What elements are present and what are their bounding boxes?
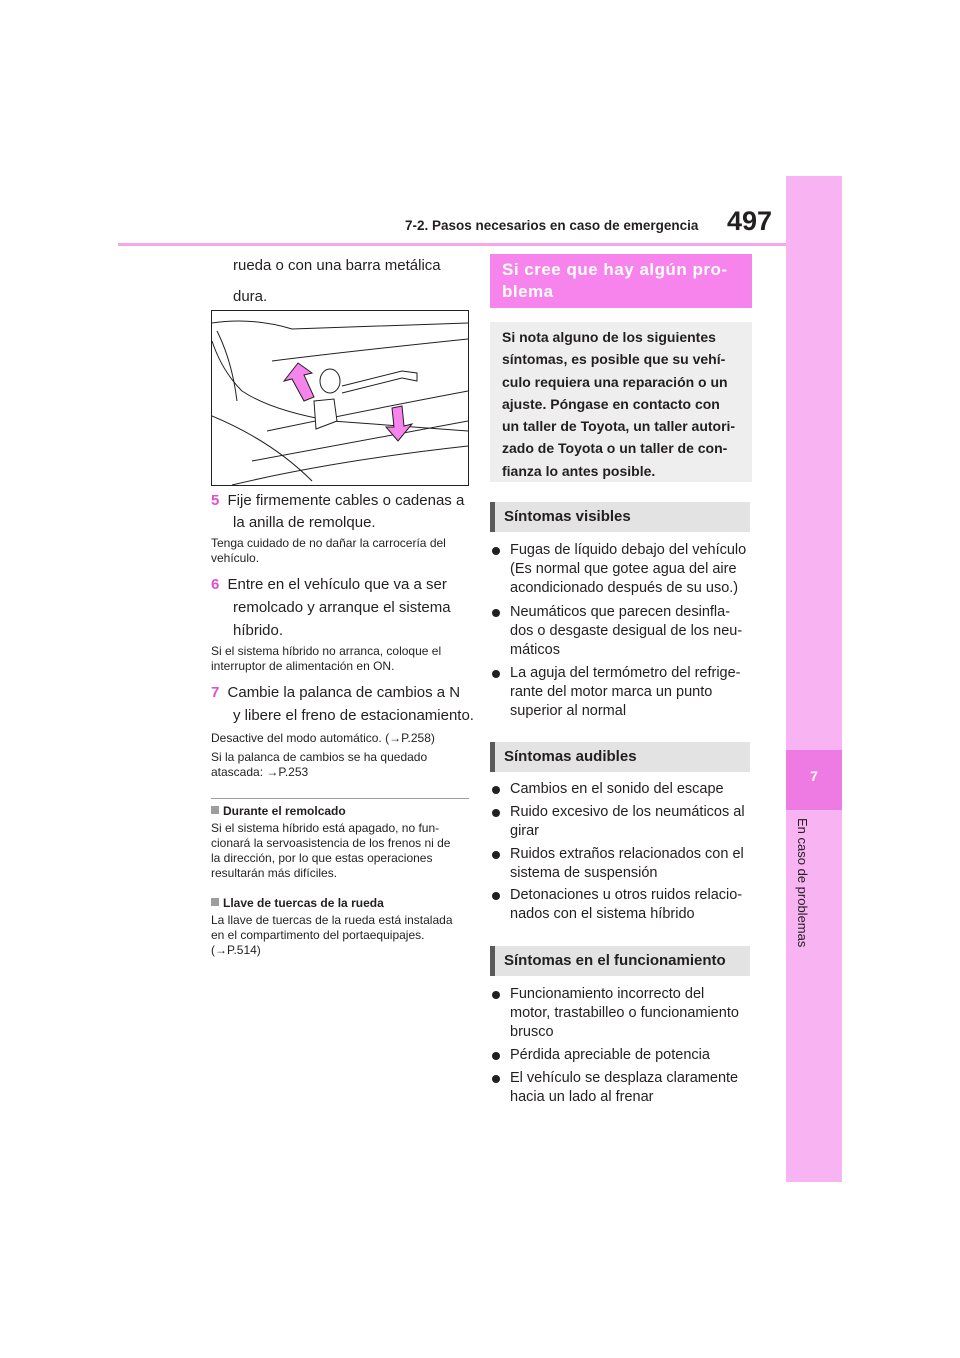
list-item: Ruidos extraños relacionados con el sistema de suspensión	[492, 845, 752, 883]
audible-symptoms-title: Síntomas audibles	[504, 748, 637, 765]
square-bullet-icon	[211, 898, 219, 906]
list-item: La aguja del termómetro del refrige- rante del motor marca un punto superior al normal	[492, 664, 752, 721]
step-5-note: Tenga cuidado de no dañar la carrocería del vehículo.	[211, 536, 446, 565]
list-item: El vehículo se desplaza claramente hacia un lado al frenar	[492, 1069, 752, 1107]
list-item: Funcionamiento incorrecto del motor, trastabilleo o funcionamiento brusco	[492, 985, 752, 1042]
note-towing: Durante el remolcado Si el sistema híbrido está apagado, no fun- cionará la servoasistencia de los frenos ni de la dirección, por lo que estas operaciones resultarán más difíciles.	[211, 804, 451, 880]
header-section-title: 7-2. Pasos necesarios en caso de emergencia	[405, 218, 699, 233]
chapter-side-tab	[786, 176, 842, 1182]
bullet-icon	[492, 547, 500, 555]
bullet-icon	[492, 786, 500, 794]
bullet-icon	[492, 670, 500, 678]
bullet-icon	[492, 609, 500, 617]
bullet-icon	[492, 991, 500, 999]
bullet-icon	[492, 892, 500, 900]
step-number: 6	[211, 576, 220, 593]
step-6: 6 Entre en el vehículo que va a ser remolcado y arranque el sistema híbrido.	[211, 576, 451, 639]
list-item: Ruido excesivo de los neumáticos al girar	[492, 803, 752, 841]
list-item: Fugas de líquido debajo del vehículo (Es normal que gotee agua del aire acondicionado después de su uso.)	[492, 541, 752, 598]
list-item: Cambios en el sonido del escape	[492, 780, 752, 799]
operation-symptoms-title: Síntomas en el funcionamiento	[504, 952, 726, 969]
step-7: 7 Cambie la palanca de cambios a N y libere el freno de estacionamiento.	[211, 684, 474, 724]
step-5: 5 Fije firmemente cables o cadenas a la anilla de remolque.	[211, 492, 465, 531]
section-divider	[211, 798, 469, 799]
section-heading: Si cree que hay algún pro- blema	[502, 260, 728, 301]
step-number: 5	[211, 492, 220, 509]
chapter-number: 7	[810, 768, 818, 784]
bullet-icon	[492, 851, 500, 859]
bullet-icon	[492, 1075, 500, 1083]
note-wrench: Llave de tuercas de la rueda La llave de tuercas de la rueda está instalada en el compartimento del portaequipajes. (→P.514)	[211, 896, 453, 957]
list-item: Pérdida apreciable de potencia	[492, 1046, 752, 1065]
bullet-icon	[492, 809, 500, 817]
chapter-title: En caso de problemas	[795, 818, 810, 948]
intro-text: rueda o con una barra metálica dura.	[233, 257, 441, 305]
step-number: 7	[211, 684, 220, 701]
step-7-notes: Desactive del modo automático. (→P.258) Si la palanca de cambios se ha quedado atascada: →P.253	[211, 731, 435, 779]
visible-symptoms-title: Síntomas visibles	[504, 508, 631, 525]
step-6-note: Si el sistema híbrido no arranca, coloque el interruptor de alimentación en ON.	[211, 644, 442, 673]
bullet-icon	[492, 1052, 500, 1060]
intro-box-text: Si nota alguno de los siguientes síntomas, es posible que su vehí- culo requiera una reparación o un ajuste. Póngase en contacto con un taller de Toyota, un taller autori- zado de Toyota o un taller de con- fianza lo antes posible.	[502, 329, 736, 479]
list-item: Neumáticos que parecen desinfla- dos o desgaste desigual de los neu- máticos	[492, 603, 752, 660]
square-bullet-icon	[211, 806, 219, 814]
header-rule	[118, 243, 786, 246]
towing-eye-illustration	[211, 310, 469, 486]
list-item: Detonaciones u otros ruidos relacio- nados con el sistema híbrido	[492, 886, 752, 924]
page-number: 497	[727, 206, 773, 236]
